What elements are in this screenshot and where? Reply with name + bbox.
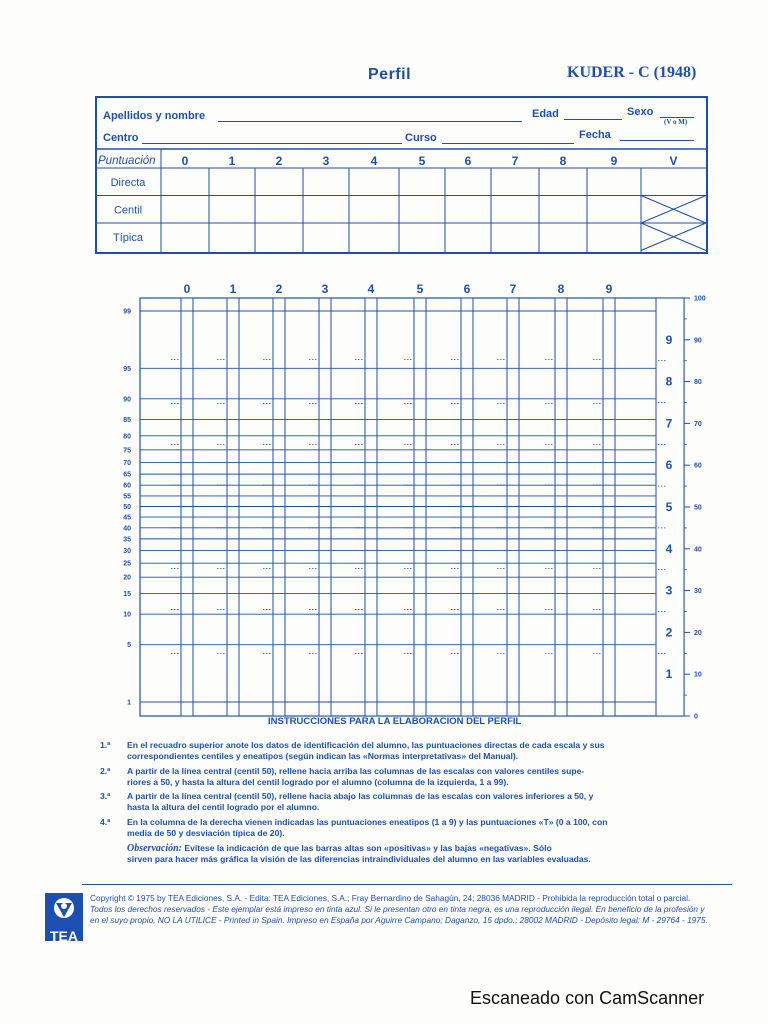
centile-tick-label: 70 [123,459,131,467]
chart-col-label: 0 [183,282,191,296]
name-field[interactable] [218,120,522,122]
centile-tick-label: 65 [123,471,131,479]
chart-col-label: 4 [367,282,375,296]
instruction-line: En la columna de la derecha vienen indicadas las puntuaciones eneatipos (1 a 9) y las puntuaciones «T» (0 a 100, con [127,817,608,827]
centile-tick-label: 25 [123,560,131,568]
centile-tick-label: 30 [123,548,131,556]
scale-column[interactable] [414,298,426,716]
centile-tick-label: 5 [127,642,131,650]
score-cell[interactable] [350,224,398,250]
score-col-label: 7 [511,154,519,168]
date-field[interactable] [620,139,694,141]
score-cell[interactable] [540,169,586,195]
copyright-line: Todos los derechos reservados - Este ejemplar está impreso en tinta azul. Si le presentan otro en tinta negra, es una reproducción ilegal. En beneficio de la profesión y [90,904,705,914]
t-tick-label: 60 [694,462,702,470]
course-field[interactable] [442,142,574,144]
scale-column[interactable] [319,298,331,716]
name-label: Apellidos y nombre [103,110,206,122]
score-col-label: 8 [559,154,567,168]
centile-tick-label: 90 [123,396,131,404]
t-tick-label: 0 [694,713,698,720]
instruction-number: 1.ª [100,740,111,750]
page-title: Perfil [368,66,412,83]
score-cell[interactable] [446,197,490,223]
score-cell[interactable] [350,197,398,223]
observation-label: Observación: [127,843,182,854]
score-cell[interactable] [210,169,254,195]
instruction-line: media de 50 y desviación típica de 20). [127,828,285,838]
copyright-line: en el suyo propio, NO LA UTILICE - Printed in Spain. Impreso en España por Aguirre Campano; Daganzo, 15 dpdo.; 28002 MADRID - Depósito legal: M - 29764 - 1975. [90,915,708,925]
centile-tick-label: 45 [123,514,131,522]
score-cell[interactable] [350,169,398,195]
score-row-label: Centil [113,204,143,217]
eneatipo-tick-label: 7 [665,416,673,431]
score-col-label: V [669,154,678,168]
score-row-label: Típica [113,231,143,244]
score-cell[interactable] [162,197,208,223]
score-cell[interactable] [588,169,640,195]
score-cell[interactable] [540,197,586,223]
copyright-block [90,893,740,926]
instruction-line: En el recuadro superior anote los datos de identificación del alumno, las puntuaciones directas de cada escala y sus [127,740,605,750]
score-cell[interactable] [400,224,444,250]
footer-divider [82,884,732,885]
centile-tick-label: 35 [123,536,131,544]
chart-col-label: 8 [557,282,565,296]
score-cell[interactable] [588,224,640,250]
age-label: Edad [532,108,559,120]
tea-logo-text: TEA [50,928,78,944]
chart-col-label: 7 [509,282,517,296]
scale-column[interactable] [181,298,193,716]
score-col-label: 5 [418,154,426,168]
chart-col-label: 3 [321,282,329,296]
score-cell[interactable] [492,224,538,250]
score-cell[interactable] [492,169,538,195]
instruction-line: riores a 50, y hasta la altura del centil logrado por el alumno (columna de la izquierda, 1 a 99). [127,777,509,787]
date-label: Fecha [579,129,611,141]
score-cell[interactable] [588,197,640,223]
observation-line: sirven para hacer más gráfica la visión de las diferencias intraindividuales del alumno en las variables evaluadas. [127,854,591,864]
instruction-number: 3.ª [100,791,111,801]
chart-frame [140,298,684,716]
score-header-label: Puntuación [98,155,156,167]
centile-tick-label: 95 [123,365,131,373]
camscanner-watermark: Escaneado con CamScanner [470,988,705,1008]
centile-tick-label: 10 [123,611,131,619]
score-cell[interactable] [400,169,444,195]
t-tick-label: 10 [694,671,702,679]
centile-tick-label: 60 [123,482,131,490]
instructions-title: INSTRUCCIONES PARA LA ELABORACION DEL PERFIL [268,716,522,727]
tea-logo-emblem-icon [45,893,83,923]
score-cell[interactable] [540,224,586,250]
score-cell[interactable] [642,224,705,250]
instruction-line: A partir de la línea central (centil 50), rellene hacia arriba las columnas de las escalas con valores centiles supe- [127,766,585,776]
chart-col-label: 1 [229,282,237,296]
observation-line: Evítese la indicación de que las barras altas son «positivas» y las bajas «negativas». Sólo [184,843,552,853]
tea-logo [45,893,83,944]
score-cell[interactable] [210,197,254,223]
t-tick-label: 30 [694,588,702,596]
score-cell[interactable] [304,169,348,195]
score-col-label: 4 [370,154,378,168]
scale-column[interactable] [507,298,519,716]
score-cell[interactable] [446,224,490,250]
centile-tick-label: 75 [123,447,131,455]
score-col-label: 1 [228,154,236,168]
t-tick-label: 100 [694,295,706,303]
score-col-label: 6 [464,154,472,168]
instruction-item [127,766,737,788]
scale-column[interactable] [555,298,567,716]
eneatipo-tick-label: 9 [665,332,673,347]
t-tick-label: 90 [694,337,702,345]
center-field[interactable] [142,142,402,144]
score-cell[interactable] [304,197,348,223]
score-cell[interactable] [256,224,302,250]
scale-column[interactable] [461,298,473,716]
score-cell[interactable] [162,169,208,195]
eneatipo-tick-label: 8 [665,374,673,389]
test-name: KUDER - C (1948) [567,64,697,81]
score-col-label: 0 [181,154,189,168]
instruction-item [127,791,737,813]
centile-tick-label: 1 [127,699,131,707]
centile-tick-label: 80 [123,433,131,441]
score-cell[interactable] [492,197,538,223]
instruction-item [127,740,737,762]
chart-col-label: 9 [605,282,613,296]
t-tick-label: 40 [694,546,702,554]
t-tick-label: 70 [694,420,702,428]
score-cell[interactable] [256,197,302,223]
centile-tick-label: 20 [123,574,131,582]
observation [127,843,737,865]
t-tick-label: 50 [694,504,702,512]
centile-tick-label: 50 [123,504,131,511]
score-cell[interactable] [210,224,254,250]
eneatipo-tick-label: 2 [665,625,673,640]
score-table [95,148,708,254]
sex-hint: (V o M) [664,118,688,126]
chart-col-label: 6 [463,282,471,296]
eneatipo-tick-label: 5 [665,500,673,514]
score-col-label: 3 [322,154,330,168]
score-cell[interactable] [400,197,444,223]
eneatipo-tick-label: 3 [665,583,673,598]
instruction-number: 4.ª [100,817,111,827]
score-cell[interactable] [304,224,348,250]
score-cell[interactable] [642,169,705,195]
instruction-line: hasta la altura del centil logrado por el alumno. [127,802,320,812]
instruction-line: correspondientes centiles y eneatipos (según indican las «Normas interpretativas» del Manual). [127,751,519,761]
score-cell[interactable] [446,169,490,195]
t-tick-label: 80 [694,379,702,387]
scale-column[interactable] [365,298,377,716]
score-col-label: 2 [275,154,283,168]
scale-column[interactable] [227,298,239,716]
profile-chart [115,278,725,720]
center-label: Centro [103,132,139,144]
chart-col-label: 2 [275,282,283,296]
scale-column[interactable] [273,298,285,716]
chart-col-label: 5 [416,282,424,296]
scale-column[interactable] [603,298,615,716]
centile-tick-label: 15 [123,591,131,599]
centile-tick-label: 85 [123,416,131,424]
t-tick-label: 20 [694,629,702,637]
instruction-item [127,817,737,839]
score-cell[interactable] [256,169,302,195]
copyright-line: Copyright © 1975 by TEA Ediciones, S.A. - Edita: TEA Ediciones, S.A.; Fray Bernardino de Sahagún, 24; 28036 MADRID - Prohibida la reproducción total o parcial. [90,893,691,903]
eneatipo-tick-label: 1 [665,667,673,682]
eneatipo-tick-label: 6 [665,458,673,473]
age-field[interactable] [564,118,622,120]
instruction-number: 2.ª [100,766,111,776]
score-cell[interactable] [642,197,705,223]
centile-tick-label: 99 [123,308,131,316]
score-col-label: 9 [610,154,618,168]
centile-tick-label: 40 [123,525,131,533]
instruction-line: A partir de la línea central (centil 50), rellene hacia abajo las columnas de las escalas con valores inferiores a 50, y [127,791,594,801]
score-cell[interactable] [162,224,208,250]
score-row-label: Directa [110,176,146,189]
eneatipo-tick-label: 4 [665,541,673,556]
course-label: Curso [405,132,437,144]
centile-tick-label: 55 [123,493,131,501]
sex-label: Sexo [627,106,654,118]
